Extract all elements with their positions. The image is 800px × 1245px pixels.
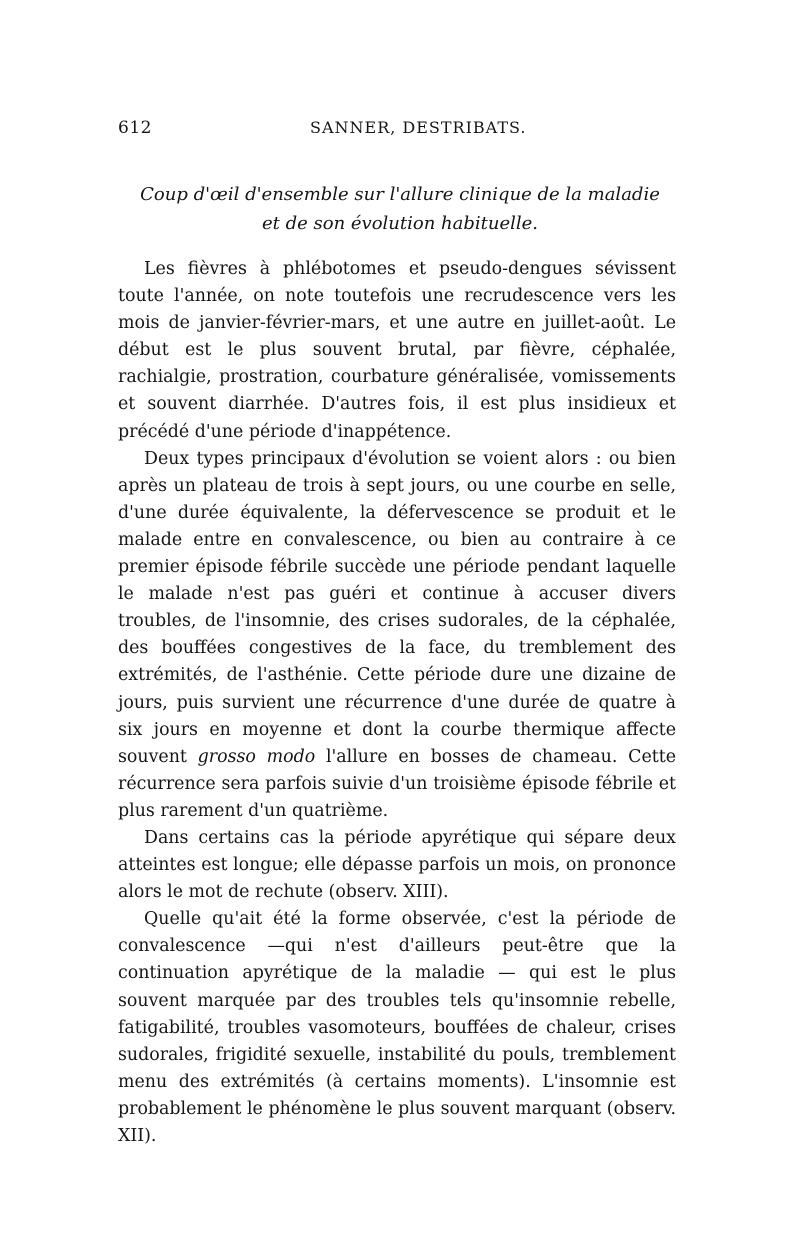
paragraph-4: Quelle qu'ait été la forme observée, c'est la période de convalescence —qui n'est d'ailleurs peut-être que la continuation apyrétique de la maladie — qui est le plus souvent marquée par des troubles tels qu'insomnie rebelle, fatigabilité, troubles vasomoteurs, bouffées de chaleur, crises sudorales, frigidité sexuelle, instabilité du pouls, tremblement menu des extrémités (à certains moments). L'insomnie est probablement le phénomène le plus souvent marquant (observ. XII). [118,909,676,1146]
section-title-line-1: Coup d'œil d'ensemble sur l'allure clinique de la maladie [140,184,660,205]
paragraph-2-text-a: Deux types principaux d'évolution se voient alors : ou bien après un plateau de trois à sept jours, ou une courbe en selle, d'une durée équivalente, la défervescence se produit et le malade entre en convalescence, ou bien au contraire à ce premier épisode fébrile succède une période pendant laquelle le malade n'est pas guéri et continue à accuser divers troubles, de l'insomnie, des crises sudorales, de la céphalée, des bouffées congestives de la face, du tremblement des extrémités, de l'asthénie. Cette période dure une dizaine de jours, puis survient une récurrence d'une durée de quatre à six jours en moyenne et dont la courbe thermique affecte souvent [118,448,676,767]
section-title-line-2: et de son évolution habituelle. [261,213,538,234]
body-text [118,256,676,1150]
paragraph-2 [118,446,676,825]
paragraph-1: Les fièvres à phlébotomes et pseudo-dengues sévissent toute l'année, on note toutefois une recrudescence vers les mois de janvier-février-mars, et une autre en juillet-août. Le début est le plus souvent brutal, par fièvre, céphalée, rachialgie, prostration, courbature généralisée, vomissements et souvent diarrhée. D'autres fois, il est plus insidieux et précédé d'une période d'inappétence. [118,259,676,442]
section-title [140,180,660,238]
paragraph-3: Dans certains cas la période apyrétique qui sépare deux atteintes est longue; elle dépasse parfois un mois, on prononce alors le mot de rechute (observ. XIII). [118,827,676,903]
page-header [0,118,800,142]
paragraph-2-italic: grosso modo [197,746,316,767]
running-head: SANNER, DESTRIBATS. [310,118,527,137]
page-number: 612 [118,118,152,138]
paragraph-2-text-b: l'allure en bosses de chameau. Cette récurrence sera parfois suivie d'un troisième épisode fébrile et plus rarement d'un quatrième. [118,746,677,821]
